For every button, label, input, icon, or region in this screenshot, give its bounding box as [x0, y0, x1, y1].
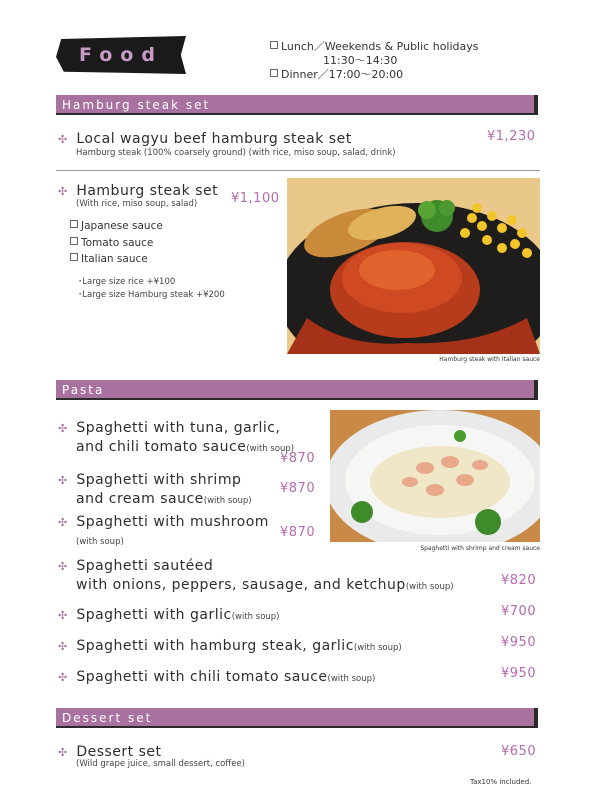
- list-item: ✣ Spaghetti with garlic(with soup): [58, 607, 280, 623]
- page-title: Food: [79, 44, 163, 66]
- hours-lunch: Lunch／Weekends & Public holidays: [270, 40, 479, 54]
- leaf-cross-icon: ✣: [58, 560, 68, 573]
- extras: ･Large size rice +¥100 ･Large size Hamburg steak +¥200: [78, 277, 225, 300]
- list-item: ✣ Spaghetti with chili tomato sauce(with soup): [58, 669, 376, 685]
- item-description: (Wild grape juice, small dessert, coffee): [76, 759, 245, 769]
- photo-caption: Spaghetti with shrimp and cream sauce: [420, 545, 540, 552]
- sauce-option: Tomato sauce: [70, 235, 163, 252]
- list-item: ✣ Dessert set: [58, 744, 162, 760]
- leaf-cross-icon: ✣: [58, 422, 68, 435]
- checkbox-square-icon: [70, 220, 78, 228]
- leaf-cross-icon: ✣: [58, 746, 68, 759]
- photo-caption: Hamburg steak with Italian sauce: [439, 356, 540, 363]
- leaf-cross-icon: ✣: [58, 474, 68, 487]
- checkbox-square-icon: [270, 69, 278, 77]
- section-title-pasta: Pasta: [56, 380, 538, 400]
- item-name: Local wagyu beef hamburg steak set: [76, 131, 352, 147]
- item-name: Hamburg steak set: [76, 183, 219, 199]
- item-price: ¥950: [501, 635, 537, 650]
- hamburg-steak-photo: [287, 178, 540, 354]
- list-item: ✣ Spaghetti with tuna, garlic, and chili tomato sauce(with soup): [58, 420, 295, 455]
- item-price: ¥820: [501, 573, 537, 588]
- item-description: (With rice, miso soup, salad): [76, 199, 198, 209]
- pasta-photo: [330, 410, 540, 542]
- item-price: ¥870: [280, 481, 316, 496]
- item-price: ¥870: [280, 451, 316, 466]
- list-item: [58, 180, 218, 199]
- item-price: ¥870: [280, 525, 316, 540]
- list-item: ✣ Spaghetti with shrimp and cream sauce(with soup): [58, 472, 252, 507]
- list-item: ✣ Spaghetti sautéed with onions, peppers, sausage, and ketchup(with soup): [58, 558, 454, 593]
- list-item: ✣ Spaghetti with hamburg steak, garlic(with soup): [58, 638, 402, 654]
- checkbox-square-icon: [70, 237, 78, 245]
- leaf-cross-icon: ✣: [58, 671, 68, 684]
- checkbox-square-icon: [70, 253, 78, 261]
- item-description: Hamburg steak (100% coarsely ground) (with rice, miso soup, salad, drink): [76, 148, 396, 158]
- leaf-cross-icon: ✣: [58, 185, 68, 198]
- hours-lunch-time: 11:30〜14:30: [323, 54, 398, 67]
- item-price: ¥700: [501, 604, 537, 619]
- item-price: ¥1,230: [487, 129, 536, 144]
- tax-note: Tax10% included.: [470, 778, 532, 786]
- sauce-option: Italian sauce: [70, 251, 163, 268]
- checkbox-square-icon: [270, 41, 278, 49]
- section-title-hamburg: Hamburg steak set: [56, 95, 538, 115]
- leaf-cross-icon: ✣: [58, 516, 68, 529]
- sauce-options: [70, 218, 163, 268]
- hours-block: [270, 40, 479, 82]
- list-item: [58, 128, 352, 147]
- sauce-option: Japanese sauce: [70, 218, 163, 235]
- item-price: ¥650: [501, 744, 537, 759]
- item-price: ¥1,100: [231, 191, 280, 206]
- leaf-cross-icon: ✣: [58, 640, 68, 653]
- list-item: ✣ Spaghetti with mushroom (with soup): [58, 514, 269, 547]
- section-title-dessert: Dessert set: [56, 708, 538, 728]
- item-price: ¥950: [501, 666, 537, 681]
- leaf-cross-icon: ✣: [58, 609, 68, 622]
- divider: [56, 170, 540, 171]
- leaf-cross-icon: ✣: [58, 133, 68, 146]
- hours-dinner: Dinner／17:00〜20:00: [270, 68, 479, 82]
